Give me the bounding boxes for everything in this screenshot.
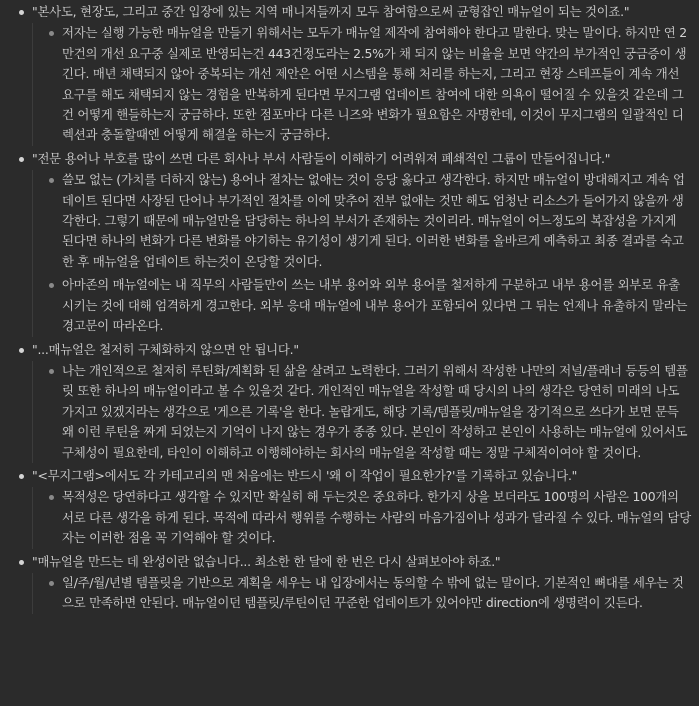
nested-list-item: 나는 개인적으로 철저히 루틴화/계획화 된 삶을 살려고 노력한다. 그러기 위해서 작성한 나만의 저널/플래너 등등의 템플릿 또한 하나의 매뉴얼이라고 볼 수 있을것 같다. 개인적인 매뉴얼을 작성할 때 당시의 나의 생각은 당연히 미래의 나도 가지고 있겠지라는 생각으로 '게으른 기록'을 한다. 놀랍게도, 해당 기록/템플릿/매뉴얼을 장기적으로 쓰다가 보면 문득 왜 이런 루틴을 짜게 되었는지 기억이 나지 않는 경우가 종종 있다. 본인이 작성하고 본인이 사용하는 매뉴얼에 있어서도 구체성이 필요한데, 타인이 이해하고 이행해야하는 회사의 매뉴얼을 작성할 때는 정말 구체적이여야 할 것이다. (48, 361, 691, 463)
quote-text: "본사도, 현장도, 그리고 중간 입장에 있는 지역 매니저들까지 모두 참여함으로써 균형잡인 매뉴얼이 되는 것이죠." (32, 4, 630, 19)
nested-list-item: 일/주/월/년별 템플릿을 기반으로 계획을 세우는 내 입장에서는 동의할 수 밖에 없는 말이다. 기본적인 뼈대를 세우는 것으로 만족하면 안된다. 매뉴얼이던 템플릿/루틴이던 꾸준한 업데이트가 있어야만 direction에 생명력이 깃든다. (48, 573, 691, 614)
nested-list-item: 목적성은 당연하다고 생각할 수 있지만 확실히 해 두는것은 중요하다. 한가지 상을 보더라도 100명의 사람은 100개의 서로 다른 생각을 하게 된다. 목적에 따라서 행위를 수행하는 사람의 마음가짐이나 성과가 달라질 수 있다. 매뉴얼의 담당자는 이러한 점을 꼭 기억해야 할 것이다. (48, 487, 691, 548)
quote-text: "<무지그램>에서도 각 카테고리의 맨 처음에는 반드시 '왜 이 작업이 필요한가?'를 기록하고 있습니다." (32, 467, 578, 483)
quote-text: "전문 용어나 부호를 많이 쓰면 다른 회사나 부서 사람들이 이해하기 어려워져 폐쇄적인 그룹이 만들어집니다." (32, 150, 611, 166)
list-item (16, 149, 691, 337)
bullet-list (16, 0, 691, 614)
nested-list-item: 쓸모 없는 (가치를 더하지 않는) 용어나 절차는 없애는 것이 응당 옳다고 생각한다. 하지만 매뉴얼이 방대해지고 계속 업데이트 된다면 사장된 단어나 부가적인 절차를 이에 맞추어 전부 없애는 것만 해도 엄청난 리소스가 들어가지 않을까 생각한다. 그렇기 때문에 매뉴얼만을 담당하는 하나의 부서가 존재하는 것이리라. 매뉴얼이 어느정도의 복잡성을 가지게 된다면 하나의 변화가 다른 변화를 야기하는 유기성이 생기게 된다. 이러한 변화를 올바르게 예측하고 최종 결과를 숙고한 후 매뉴얼을 업데이트 하는것이 온당할 것이다. (48, 170, 691, 272)
nested-list (32, 23, 691, 145)
nested-list (32, 361, 691, 463)
nested-list (32, 170, 691, 336)
quote-text: "매뉴얼을 만드는 데 완성이란 없습니다... 최소한 한 달에 한 번은 다시 살펴보아야 하죠." (32, 553, 501, 569)
list-item (16, 466, 691, 549)
nested-list-item: 아마존의 매뉴얼에는 내 직무의 사람들만이 쓰는 내부 용어와 외부 용어를 철저하게 구분하고 내부 용어를 외부로 유출시키는 것에 대해 엄격하게 경고한다. 외부 응대 매뉴얼에 내부 용어가 포함되어 있다면 그 뒤는 언제나 유출하지 말라는 경고문이 따라온다. (48, 275, 691, 336)
nested-list-item: 저자는 실행 가능한 매뉴얼을 만들기 위해서는 모두가 매뉴얼 제작에 참여해야 한다고 말한다. 맞는 말이다. 하지만 연 2만건의 개선 요구중 실제로 반영되는건 443건정도라는 2.5%가 채 되지 않는 비율을 보면 약간의 부가적인 궁금증이 생긴다. 매년 채택되지 않아 중복되는 개선 제안은 어떤 시스템을 통해 처리를 하는지, 그리고 현장 스테프들이 계속 개선 요구를 해도 채택되지 않는 경험을 반복하게 된다면 무지그램 업데이트 참여에 대한 의욕이 떨어질 수 있을것 같은데 그건 어떻게 핸들하는지 궁금하다. 또한 점포마다 다른 니즈와 변화가 필요함은 자명한데, 이것이 무지그램의 일괄적인 디렉션과 충돌할때엔 어떻게 해결을 하는지 궁금하다. (48, 23, 691, 145)
nested-list (32, 487, 691, 548)
list-item (16, 552, 691, 614)
list-item (16, 2, 691, 146)
quote-text: "...매뉴얼은 철저히 구체화하지 않으면 안 됩니다." (32, 341, 299, 357)
nested-list (32, 573, 691, 614)
list-item (16, 340, 691, 463)
